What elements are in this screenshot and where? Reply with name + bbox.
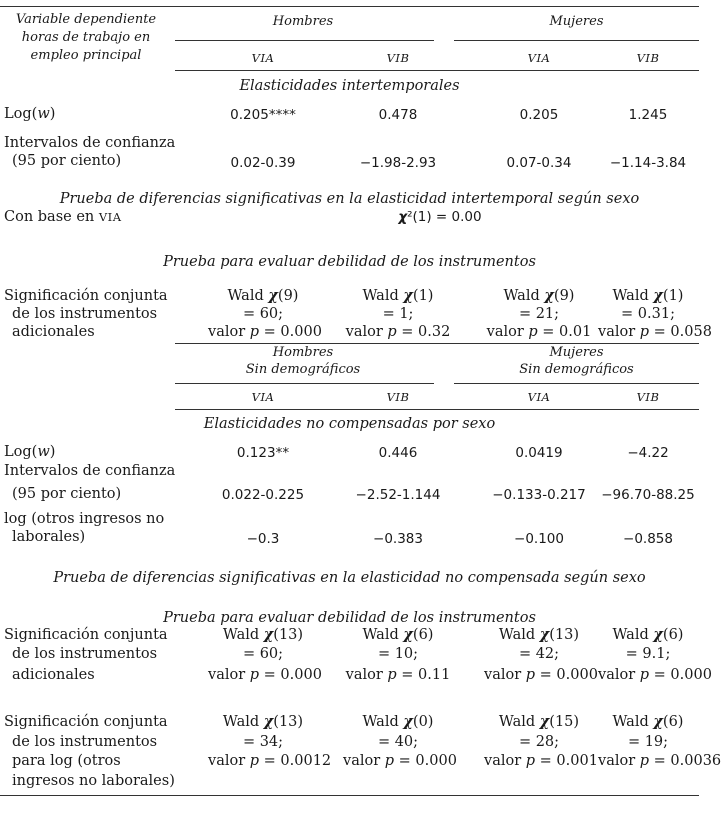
header2-hombres: Hombres	[272, 345, 334, 360]
cell2-oth-2: −0.383	[373, 531, 423, 547]
rowB-label-3: para log (otros	[12, 753, 121, 769]
waldA3-l3: valor p = 0.000	[484, 667, 598, 683]
header2-mujeres: Mujeres	[549, 345, 604, 360]
cell2-ci-1: 0.022-0.225	[221, 487, 305, 503]
waldA4-l1: Wald χ(6)	[612, 626, 684, 643]
cell2-logw-1: 0.123**	[236, 445, 290, 461]
col2-header-vib-m: VIB	[636, 390, 660, 404]
cell-logw-1: 0.205****	[230, 107, 296, 123]
waldB3-l3: valor p = 0.001	[484, 753, 598, 769]
wald2-l1: Wald χ(1)	[362, 287, 434, 304]
section-title-intertemporal: Elasticidades intertemporales	[239, 78, 460, 94]
header-hombres: Hombres	[272, 14, 334, 29]
waldB3-l2: = 28;	[518, 734, 560, 750]
waldB1-l2: = 34;	[242, 734, 284, 750]
waldA2-l2: = 10;	[377, 646, 419, 662]
header2-mujeres-rule	[454, 383, 699, 384]
dependent-variable-line1: Variable dependiente	[15, 12, 157, 27]
diff-test-title-intertemporal: Prueba de diferencias significativas en la elasticidad intertemporal según sexo	[59, 191, 640, 207]
row2-label-ci-1: Intervalos de confianza	[4, 463, 176, 479]
wald3-l3: valor p = 0.01	[486, 324, 592, 340]
cell-ci-3: 0.07-0.34	[506, 155, 572, 171]
waldB1-l1: Wald χ(13)	[222, 713, 304, 730]
col2-header-via-h: VIA	[251, 390, 275, 404]
cell2-ci-2: −2.52-1.144	[355, 487, 441, 503]
wald1-l2: = 60;	[242, 306, 284, 322]
wald4-l3: valor p = 0.058	[598, 324, 712, 340]
waldA1-l3: valor p = 0.000	[208, 667, 322, 683]
diff-test-title-uncompensated: Prueba de diferencias significativas en la elasticidad no compensada según sexo	[53, 570, 646, 586]
col-header-vib-m: VIB	[636, 51, 660, 65]
wald1-l1: Wald χ(9)	[227, 287, 299, 304]
bottom-rule	[0, 795, 699, 796]
wald2-l2: = 1;	[382, 306, 414, 322]
header2-hombres-rule	[175, 383, 434, 384]
rowB-label-2: de los instrumentos	[12, 734, 158, 750]
chi-square-value: χ²(1) = 0.00	[398, 209, 482, 225]
rowA-label-2: de los instrumentos	[12, 646, 158, 662]
rowA-label-1: Significación conjunta	[4, 627, 168, 643]
cell-ci-1: 0.02-0.39	[230, 155, 296, 171]
cell-ci-2: −1.98-2.93	[359, 155, 437, 171]
header2-hombres-sub: Sin demográficos	[245, 362, 361, 377]
row-label-logw: Log(w)	[4, 106, 56, 122]
cell2-ci-3: −0.133-0.217	[492, 487, 586, 503]
cell2-logw-3: 0.0419	[515, 445, 563, 461]
header2-mujeres-sub: Sin demográficos	[519, 362, 634, 377]
waldB2-l2: = 40;	[377, 734, 419, 750]
waldA1-l2: = 60;	[242, 646, 284, 662]
waldA3-l2: = 42;	[518, 646, 560, 662]
cell-logw-3: 0.205	[519, 107, 559, 123]
col2-header-via-m: VIA	[527, 390, 551, 404]
row2-label-logw: Log(w)	[4, 444, 56, 460]
cell-ci-4: −1.14-3.84	[609, 155, 687, 171]
cell2-logw-4: −4.22	[627, 445, 669, 461]
waldB2-l1: Wald χ(0)	[362, 713, 434, 730]
rowA-label-3: adicionales	[12, 667, 95, 683]
weak-instruments-title-1: Prueba para evaluar debilidad de los instrumentos	[163, 254, 536, 270]
waldA1-l1: Wald χ(13)	[222, 626, 304, 643]
header-bottom-rule	[175, 70, 699, 71]
wald4-l1: Wald χ(1)	[612, 287, 684, 304]
waldA2-l1: Wald χ(6)	[362, 626, 434, 643]
waldB4-l1: Wald χ(6)	[612, 713, 684, 730]
row2-label-other-income-2: laborales)	[12, 529, 86, 545]
row-label-sig-3: adicionales	[12, 324, 95, 340]
waldB3-l1: Wald χ(15)	[498, 713, 580, 730]
row2-label-ci-2: (95 por ciento)	[12, 486, 122, 502]
header-mujeres: Mujeres	[549, 14, 604, 29]
waldA4-l2: = 9.1;	[625, 646, 671, 662]
waldB4-l2: = 19;	[627, 734, 669, 750]
header2-bottom-rule	[175, 409, 699, 410]
row-label-sig-2: de los instrumentos	[12, 306, 158, 322]
col-header-vib-h: VIB	[386, 51, 410, 65]
hombres-rule	[175, 40, 434, 41]
waldB1-l3: valor p = 0.0012	[208, 753, 332, 769]
waldB2-l3: valor p = 0.000	[343, 753, 457, 769]
wald1-l3: valor p = 0.000	[208, 324, 322, 340]
section-title-uncompensated: Elasticidades no compensadas por sexo	[203, 416, 496, 432]
dependent-variable-line2: horas de trabajo en	[21, 30, 151, 45]
waldA3-l1: Wald χ(13)	[498, 626, 580, 643]
waldA4-l3: valor p = 0.000	[598, 667, 712, 683]
waldA2-l3: valor p = 0.11	[345, 667, 451, 683]
cell2-ci-4: −96.70-88.25	[601, 487, 695, 503]
row2-label-other-income-1: log (otros ingresos no	[4, 511, 165, 527]
row-label-sig-1: Significación conjunta	[4, 288, 168, 304]
cell2-oth-1: −0.3	[246, 531, 280, 547]
rowB-label-1: Significación conjunta	[4, 714, 168, 730]
row-label-ci-2: (95 por ciento)	[12, 153, 122, 169]
col-header-via-m: VIA	[527, 51, 551, 65]
row-label-base: Con base en VIA	[4, 209, 122, 225]
dependent-variable-line3: empleo principal	[30, 48, 142, 63]
mujeres-rule	[454, 40, 699, 41]
col2-header-vib-h: VIB	[386, 390, 410, 404]
cell2-oth-3: −0.100	[514, 531, 564, 547]
row-label-ci-1: Intervalos de confianza	[4, 135, 176, 151]
cell2-oth-4: −0.858	[623, 531, 673, 547]
cell-logw-4: 1.245	[628, 107, 668, 123]
col-header-via-h: VIA	[251, 51, 275, 65]
cell-logw-2: 0.478	[378, 107, 418, 123]
rowB-label-4: ingresos no laborales)	[12, 773, 175, 789]
dependent-variable-label	[0, 11, 172, 65]
wald4-l2: = 0.31;	[621, 306, 675, 322]
waldB4-l3: valor p = 0.0036	[598, 753, 721, 769]
wald3-l1: Wald χ(9)	[503, 287, 575, 304]
wald2-l3: valor p = 0.32	[345, 324, 451, 340]
cell2-logw-2: 0.446	[378, 445, 418, 461]
wald3-l2: = 21;	[518, 306, 560, 322]
top-rule	[0, 6, 699, 7]
weak-instruments-title-2: Prueba para evaluar debilidad de los instrumentos	[163, 610, 536, 626]
